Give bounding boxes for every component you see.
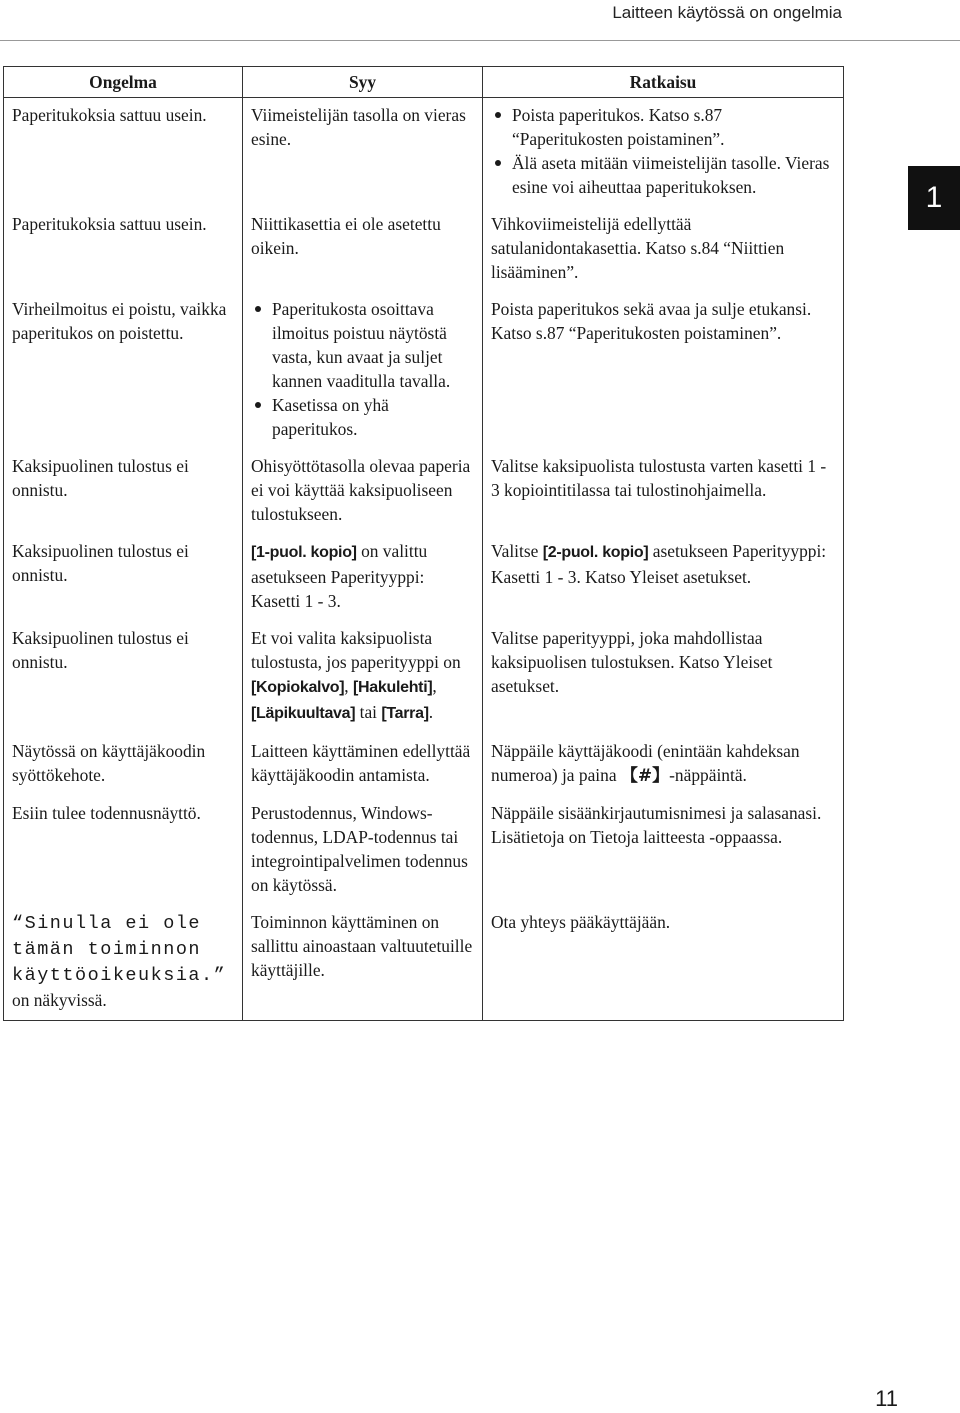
solution-bullet: Poista paperitukos. Katso s.87 “Paperitukosten poistaminen”. bbox=[491, 103, 835, 151]
problem-cell: Esiin tulee todennusnäyttö. bbox=[4, 796, 243, 905]
cause-cell: Niittikasettia ei ole asetettu oikein. bbox=[243, 207, 483, 292]
problem-cell: Virheilmoitus ei poistu, vaikka paperitukos on poistettu. bbox=[4, 292, 243, 449]
cause-cell: Viimeistelijän tasolla on vieras esine. bbox=[243, 98, 483, 208]
chapter-tab: 1 bbox=[908, 166, 960, 230]
solution-cell: Valitse paperityyppi, joka mahdollistaa kaksipuolisen tulostuksen. Katso Yleiset asetukset. bbox=[483, 621, 844, 734]
cause-cell bbox=[243, 292, 483, 449]
cause-text: , bbox=[344, 676, 353, 696]
cause-cell: Laitteen käyttäminen edellyttää käyttäjäkoodin antamista. bbox=[243, 734, 483, 796]
problem-cell: Kaksipuolinen tulostus ei onnistu. bbox=[4, 534, 243, 621]
solution-text: Valitse bbox=[491, 541, 543, 561]
table-row bbox=[4, 98, 844, 208]
solution-text: -näppäintä. bbox=[669, 765, 747, 785]
table-row bbox=[4, 905, 844, 1021]
table-row bbox=[4, 292, 844, 449]
cause-text: on valittu asetukseen Paperityyppi: Kasetti 1 - 3. bbox=[251, 541, 428, 611]
solution-cell: Vihkoviimeistelijä edellyttää satulanidontakasettia. Katso s.84 “Niittien lisääminen”. bbox=[483, 207, 844, 292]
solution-text: asetukseen Paperityyppi: Kasetti 1 - 3. Katso Yleiset asetukset. bbox=[491, 541, 827, 587]
table-row bbox=[4, 449, 844, 534]
hash-key-icon: 【#】 bbox=[620, 766, 670, 786]
key-label: [Tarra] bbox=[381, 705, 429, 722]
table-row bbox=[4, 207, 844, 292]
solution-text: Näppäile käyttäjäkoodi (enintään kahdeksan numeroa) ja paina bbox=[491, 741, 800, 785]
solution-cell: Poista paperitukos sekä avaa ja sulje etukansi. Katso s.87 “Paperitukosten poistaminen”. bbox=[483, 292, 844, 449]
key-label: [Läpikuultava] bbox=[251, 705, 356, 722]
cause-cell bbox=[243, 621, 483, 734]
troubleshooting-table bbox=[3, 66, 844, 1021]
solution-cell: Valitse kaksipuolista tulostusta varten kasetti 1 - 3 kopiointitilassa tai tulostinohjaimella. bbox=[483, 449, 844, 534]
key-label: [2-puol. kopio] bbox=[542, 544, 649, 561]
cause-cell: Perustodennus, Windows-todennus, LDAP-todennus tai integrointipalvelimen todennus on käytössä. bbox=[243, 796, 483, 905]
key-label: [Hakulehti] bbox=[353, 679, 433, 696]
cause-bullet: Paperitukosta osoittava ilmoitus poistuu näytöstä vasta, kun avaat ja suljet kannen vaaditulla tavalla. bbox=[251, 297, 474, 393]
problem-text: on näkyvissä. bbox=[12, 990, 107, 1010]
problem-cell: Kaksipuolinen tulostus ei onnistu. bbox=[4, 449, 243, 534]
problem-cell: Paperitukoksia sattuu usein. bbox=[4, 207, 243, 292]
problem-cell: Paperitukoksia sattuu usein. bbox=[4, 98, 243, 208]
cause-text: tai bbox=[355, 702, 382, 722]
solution-cell bbox=[483, 98, 844, 208]
table-row bbox=[4, 621, 844, 734]
header-cause: Syy bbox=[243, 67, 483, 98]
key-label: [1-puol. kopio] bbox=[251, 544, 357, 561]
table-header-row bbox=[4, 67, 844, 98]
screen-message: “Sinulla ei ole tämän toiminnon käyttöoikeuksia.” bbox=[12, 913, 227, 986]
page-number: 11 bbox=[875, 1386, 898, 1411]
problem-cell: Näytössä on käyttäjäkoodin syöttökehote. bbox=[4, 734, 243, 796]
table-row bbox=[4, 734, 844, 796]
solution-cell bbox=[483, 534, 844, 621]
problem-cell: Kaksipuolinen tulostus ei onnistu. bbox=[4, 621, 243, 734]
cause-cell: Ohisyöttötasolla olevaa paperia ei voi käyttää kaksipuoliseen tulostukseen. bbox=[243, 449, 483, 534]
problem-cell bbox=[4, 905, 243, 1021]
header-solution: Ratkaisu bbox=[483, 67, 844, 98]
cause-cell: Toiminnon käyttäminen on sallittu ainoastaan valtuutetuille käyttäjille. bbox=[243, 905, 483, 1021]
solution-cell: Näppäile sisäänkirjautumisnimesi ja salasanasi. Lisätietoja on Tietoja laitteesta -oppaassa. bbox=[483, 796, 844, 905]
key-label: [Kopiokalvo] bbox=[251, 679, 345, 696]
cause-text: Et voi valita kaksipuolista tulostusta, jos paperityyppi on bbox=[251, 628, 461, 672]
running-header: Laitteen käytössä on ongelmia bbox=[612, 3, 842, 22]
solution-cell bbox=[483, 734, 844, 796]
cause-text: , bbox=[432, 676, 437, 696]
cause-cell bbox=[243, 534, 483, 621]
table-row bbox=[4, 796, 844, 905]
cause-text: . bbox=[428, 702, 434, 722]
solution-bullet: Älä aseta mitään viimeistelijän tasolle. Vieras esine voi aiheuttaa paperitukoksen. bbox=[491, 151, 835, 199]
solution-cell: Ota yhteys pääkäyttäjään. bbox=[483, 905, 844, 1021]
cause-bullet: Kasetissa on yhä paperitukos. bbox=[251, 393, 474, 441]
header-problem: Ongelma bbox=[4, 67, 243, 98]
table-row bbox=[4, 534, 844, 621]
header-rule bbox=[0, 40, 960, 41]
